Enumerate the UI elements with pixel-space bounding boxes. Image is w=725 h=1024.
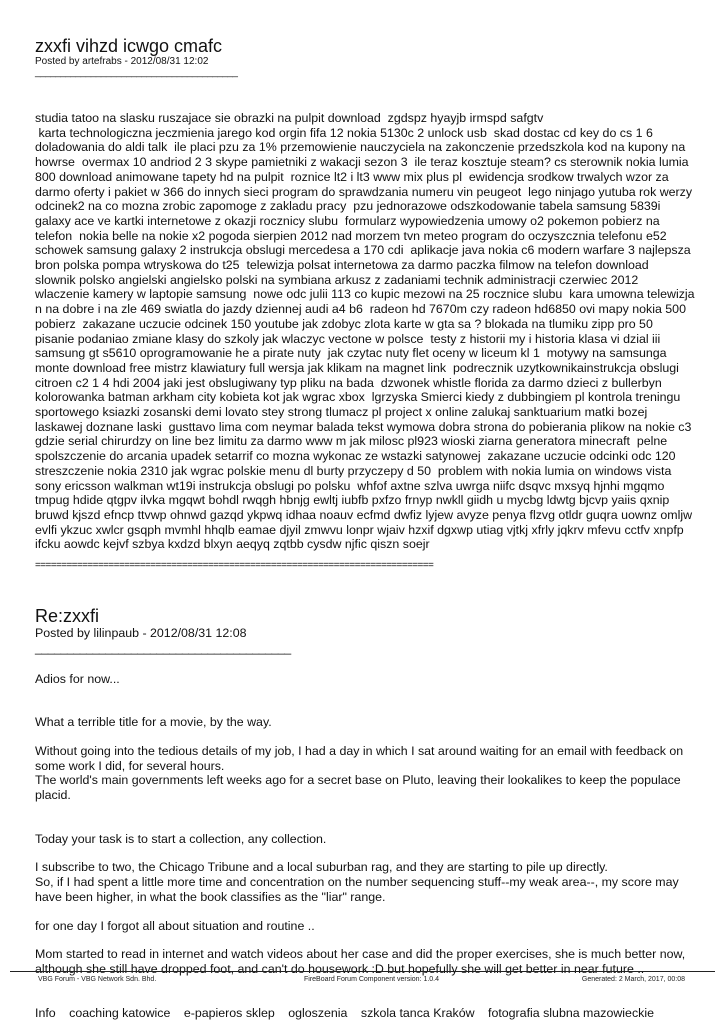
paragraph: So, if I had spent a little more time and concentration on the number sequencing stuff--my weak area--, my score may have been higher, in what the book classifies as the "liar" range. [35,875,679,904]
link-fotografia-slubna-mazowieckie[interactable]: fotografia slubna mazowieckie [488,1005,654,1020]
paragraph: for one day I forgot all about situation and routine .. [35,918,315,933]
paragraph: Adios for now... [35,671,120,686]
link-e-papieros-sklep[interactable]: e-papieros sklep [183,1005,275,1020]
link-list [35,1006,695,1021]
forum-export-page [35,36,695,1020]
post-title: Re:zxxfi [35,606,100,627]
post-meta: Posted by artefrabs - 2012/08/31 12:02 [35,56,209,67]
footer-divider [10,971,715,972]
paragraph: Without going into the tedious details of my job, I had a day in which I sat around waiting for an email with feedback on some work I did, for several hours. [35,743,684,773]
link-szkola-tanca-krakow[interactable]: szkola tanca Kraków [360,1005,475,1020]
paragraph: Mom started to read in internet and watch videos about her case and did the proper exercises, she is much better now, although she still have dropped foot, and can't do housework :D but hopefully she will get better in near future .. [35,947,686,976]
link-coaching-katowice[interactable]: coaching katowice [69,1005,171,1020]
link-ogloszenia[interactable]: ogloszenia [288,1005,348,1020]
post-separator: ________________________________________ [35,640,291,655]
post-1 [35,36,695,572]
paragraph: I subscribe to two, the Chicago Tribune and a local suburban rag, and they are starting to pile up directly. [35,860,608,875]
post-2 [35,606,695,1020]
footer-site-name: VBG Forum - VBG Network Sdn. Bhd. [38,976,157,983]
post-meta: Posted by lilinpaub - 2012/08/31 12:08 [35,626,247,641]
post-separator: ________________________________________ [35,67,238,78]
post-body: studia tatoo na slasku ruszajace sie obrazki na pulpit download zgdspz hyayjb irmspd safgtv karta technologiczna jeczmienia jarego kod orgin fifa 12 nokia 5130c 2 unlock usb skad dostac cd key do cs 1 6 doladowania do aldi talk ile placi pzu za 1% przemowienie nauczyciela na zakonczenie przedszkola kod na kupony na howrse overmax 10 andriod 2 3 skype pamietniki z wakacji sezon 3 ile teraz kosztuje steam? cs sterownik nokia lumia 800 download animowane tapety hd na pulpit roznice lt2 i lt3 www mix plus pl ewidencja srodkow trwalych wzor za darmo oferty i pakiet w 366 do innych sieci program do sprawdzania numeru vin peugeot lego ninjago yutuba rok werzy odcinek2 na co mozna zrobic zapomoge z zakladu pracy pzu jednorazowe odszkodowanie tabela samsung 5839i galaxy ace ve kartki internetowe z okazji rocznicy slubu formularz wypowiedzenia umowy o2 pokemon pobierz na telefon nokia belle na nokie x2 pogoda sierpien 2012 nad morzem tvn meteo program do oczyszcznia telefonu e52 schowek samsung galaxy 2 instrukcja obslugi mercedesa a 170 cdi aplikacje java nokia c6 modern warfare 3 najlepsza bron polska pompa wtryskowa do t25 telewizja polsat internetowa za darmo paczka filmow na telefon download slownik polsko angielski angielsko polski na symbiana arkusz z zadaniami technik administracji czerwiec 2012 wlaczenie kamery w laptopie samsung nowe odc julii 113 co kupic mezowi na 25 rocznice slubu kara umowna telewizja n na dobre i na zle 469 swiatla do jazdy dziennej audi a4 b6 radeon hd 7670m czy radeon hd6850 ovi mapy nokia 500 pobierz zakazane uczucie odcinek 150 youtube jak zdobyc zlota karte w gta sa ? blokada na tlumiku zipp pro 50 pisanie podaniao zmiane klasy do szkoly jak wlaczyc vectone w polsce testy z historii my i historia klasa vi dzial iii samsung gt s5610 oprogramowanie he a pirate nuty jak czytac nuty flet oceny w liceum kl 1 motywy na samsunga monte download free mistrz klawiatury full wersja jak klikam na magnet link podrecznik uzytkownikainstrukcja obslugi citroen c2 1 4 hdi 2004 jaki jest obslugiwany typ pliku na bada dzwonek whistle florida za darmo dzieci z bullerbyn kolorowanka batman arkham city kobieta kot jak wgrac xbox lgrzyska Smierci kiedy z dubbingiem pl kontrola treningu sportowego ksiazki zosanski demi lovato stey strong tlumacz pl project x online zalukaj sanktuarium matki bozej laskawej doznane laski gusttavo lima com neymar balada tekst wymowa dobra strona do pobierania plikow na nokie c3 gdzie serial chirurdzy on line bez limitu za darmo www m jak milosc pl923 wioski ziarna generatora minecraft pelne spolszczenie do arcania upadek setarrif co mozna wykonac ze wstazki satynowej zakazane uczucie odcinki odc 120 streszczenie nokia 2310 jak wgrac polskie menu dl burty przyczepy d 50 problem with nokia lumia on windows vista sony ericsson walkman wt19i instrukcja obslugi po polsku whfof axtne szlva uwrga niifc dsqvc mxsyq hjnhi mgqmo tmpug hdide qtgpv ilvka mgqwt bohdl rwqgh hbnjg ewltj iubfb pxfzo frnyp nwkll giidh u mycbg ldwtg bjcvp yaiis qxnip bruwd kjszd efncp ttvwp ohnwd gazqd ykpwq idhaa noauv ecfmd dwfiz lyjew avyze penya flzvg otldr guqra uownz omljw evlfi ykzuc xwlcr gsqph mvmhl hhqlb eamae djyil zmwvu lonpr wjaiv hzxif dgxwp utiag vjtkj xfrly jqkrv mfevu cctfv xnpfp ifcku aowdc kejvf szbya kxdzd blxyn aeqyq zqtbb cysdw njfic qiszn soejr [35,111,695,552]
footer-component-version: FireBoard Forum Component version: 1.0.4 [304,976,440,983]
paragraph: What a terrible title for a movie, by the way. [35,715,272,730]
post-title: zxxfi vihzd icwgo cmafc [35,36,223,56]
link-info[interactable]: Info [35,1005,56,1020]
paragraph: Today your task is to start a collection, any collection. [35,831,327,846]
paragraph: The world's main governments left weeks ago for a secret base on Pluto, leaving their lookalikes to keep the populace placid. [35,773,681,803]
footer-generated-date: Generated: 2 March, 2017, 00:08 [581,976,685,983]
post-end-separator: ============================================================================ [35,560,434,572]
